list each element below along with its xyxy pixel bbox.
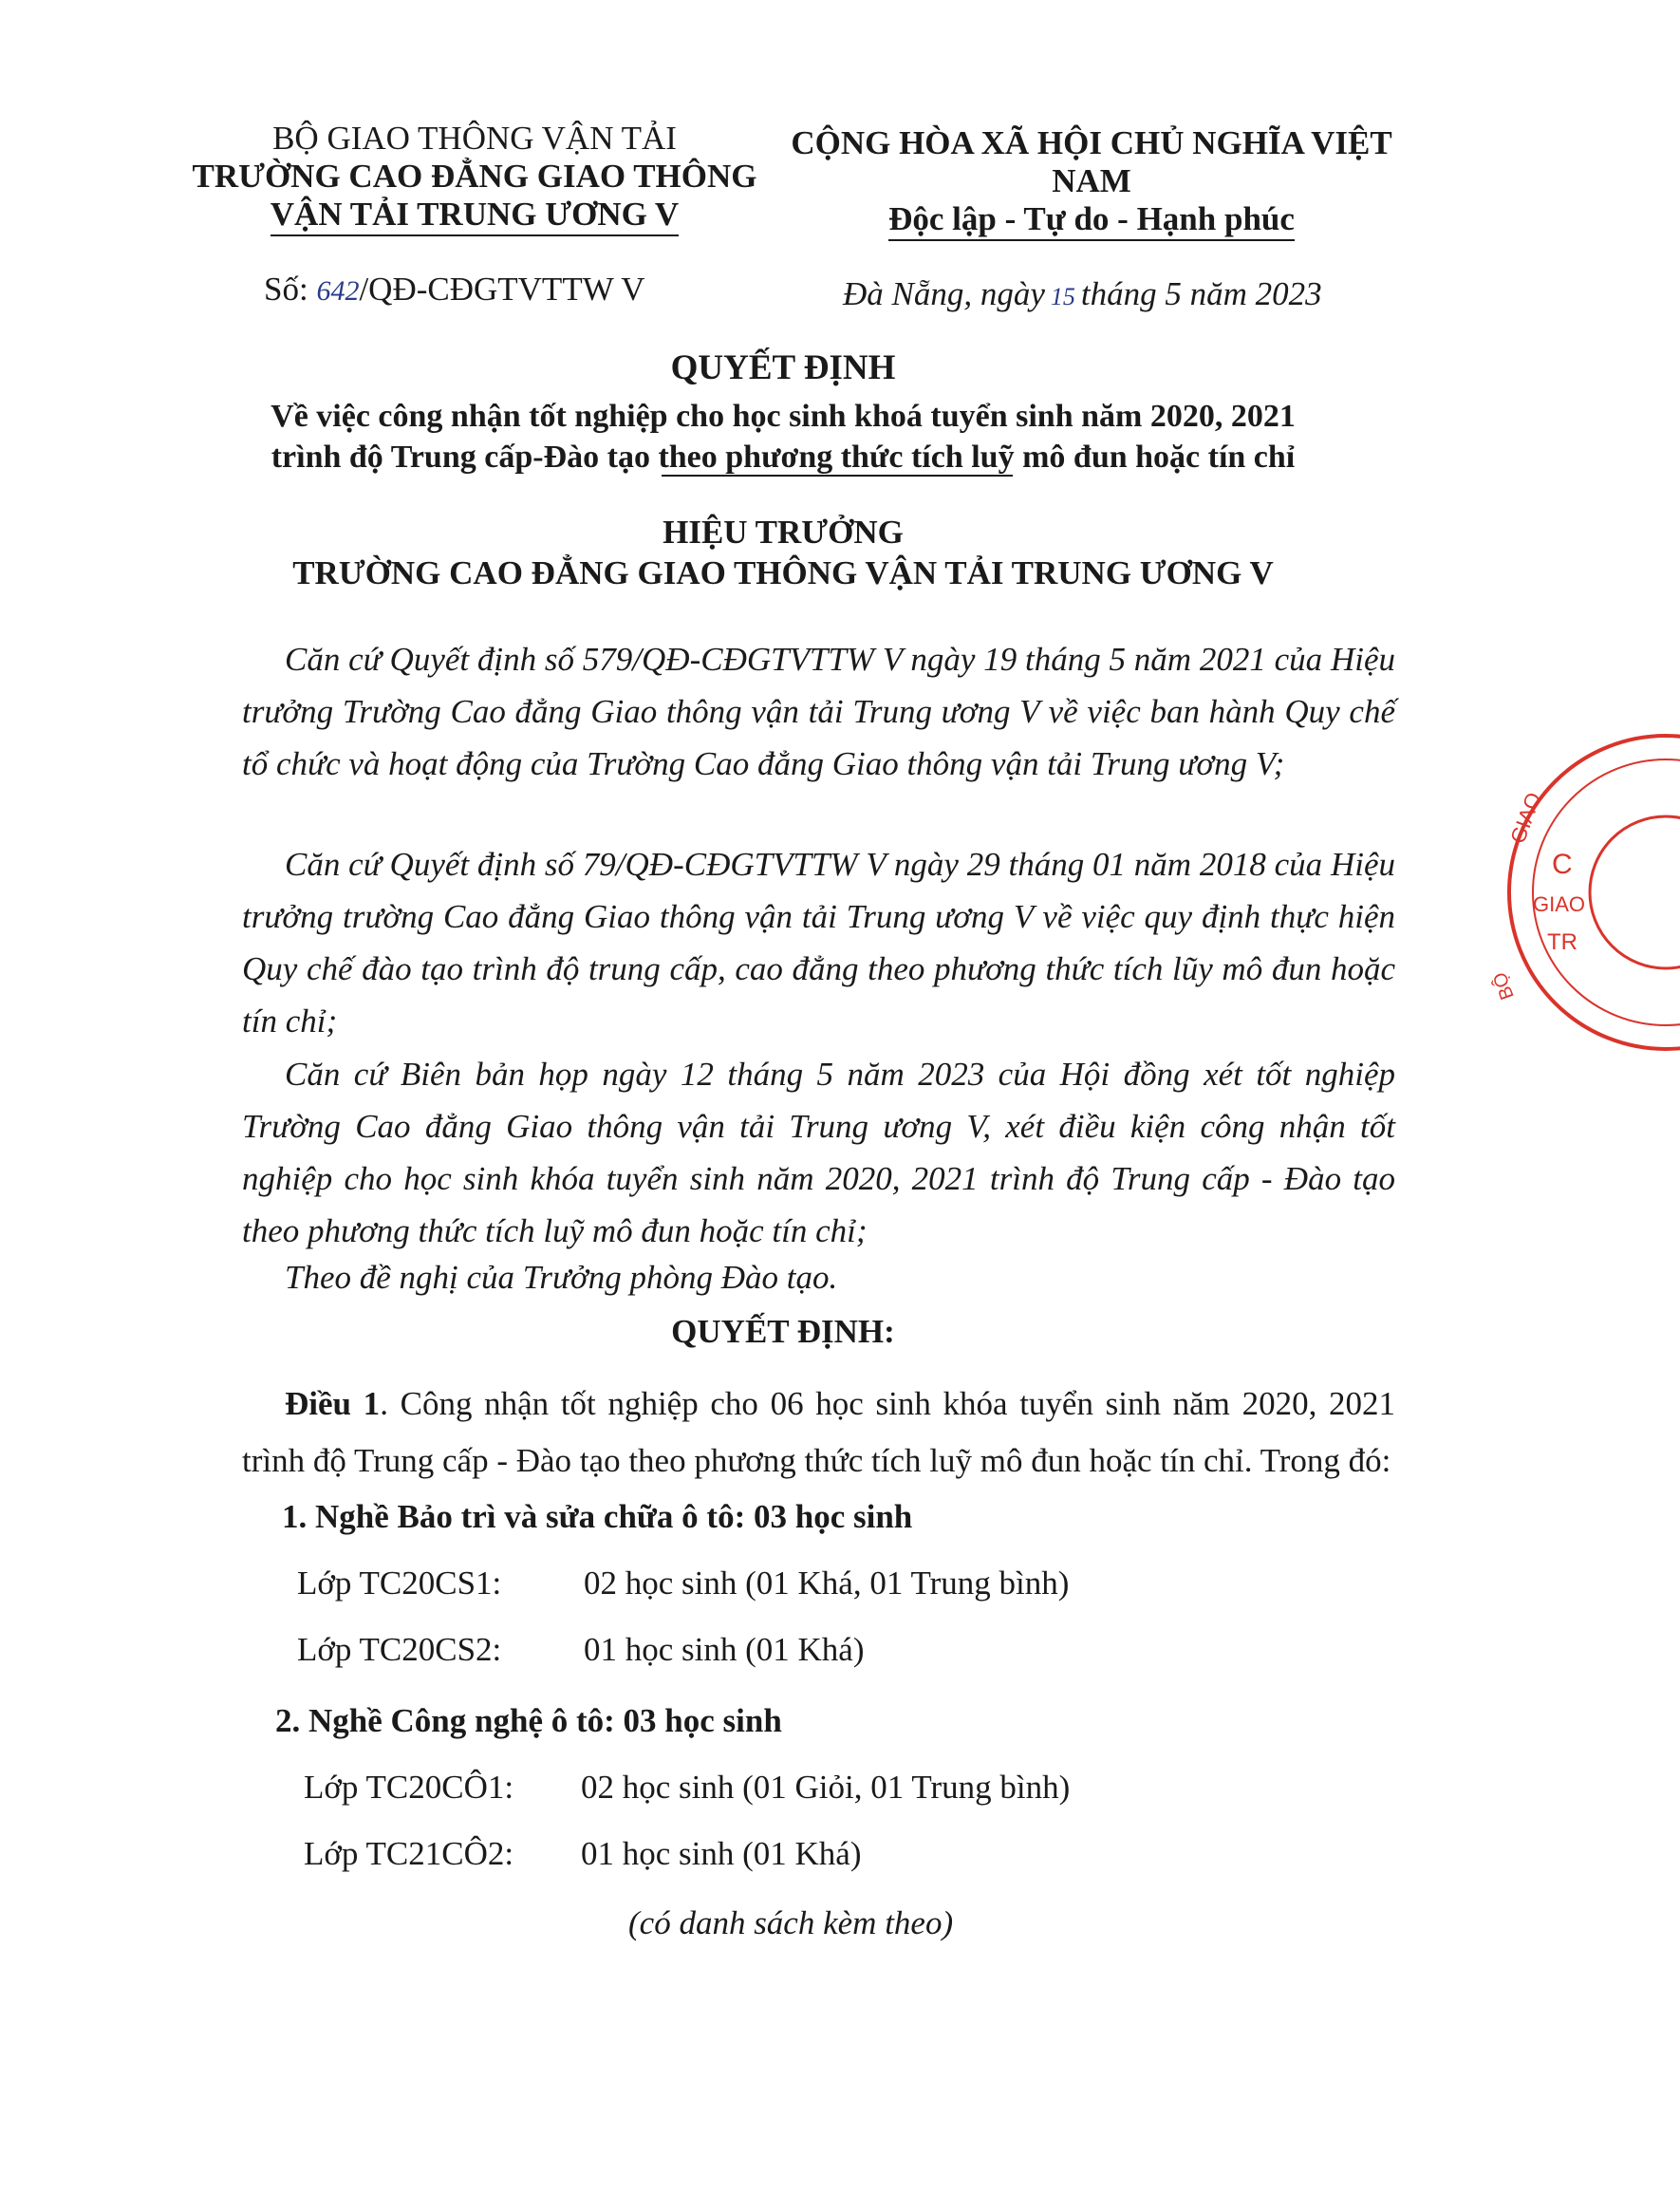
section-1-row-2-class: Lớp TC20CS2:: [297, 1631, 502, 1668]
section-2-row-1-value: 02 học sinh (01 Giỏi, 01 Trung bình): [581, 1769, 1071, 1806]
country-name: CỘNG HÒA XÃ HỘI CHỦ NGHĨA VIỆT NAM: [791, 124, 1392, 199]
basis-paragraph-4: Theo đề nghị của Trưởng phòng Đào tạo.: [285, 1259, 838, 1296]
section-2-row-2-class: Lớp TC21CÔ2:: [304, 1835, 514, 1872]
decision-heading: QUYẾT ĐỊNH:: [671, 1313, 895, 1350]
stamp-inner-2: GIAO: [1533, 892, 1586, 916]
official-stamp-icon: [1471, 731, 1680, 1054]
ministry-name: BỘ GIAO THÔNG VẬN TẢI: [272, 120, 677, 157]
attachment-note: (có danh sách kèm theo): [628, 1904, 954, 1941]
section-1-row-1-class: Lớp TC20CS1:: [297, 1565, 502, 1602]
section-1-heading: 1. Nghề Bảo trì và sửa chữa ô tô: 03 học sinh: [282, 1498, 913, 1535]
section-2-row-2-value: 01 học sinh (01 Khá): [581, 1835, 862, 1872]
basis-paragraph-1: Căn cứ Quyết định số 579/QĐ-CĐGTVTTW V ngày 19 tháng 5 năm 2021 của Hiệu trưởng Trường Cao đẳng Giao thông vận tải Trung ương V về việc ban hành Quy chế tổ chức và hoạt động của Trường Cao đẳng Giao thông vận tải Trung ương V;: [242, 641, 1395, 782]
article-1-label: Điều 1: [285, 1385, 381, 1422]
decision-date: Đà Nẵng, ngày 15 tháng 5 năm 2023: [843, 275, 1322, 312]
basis-paragraph-3: Căn cứ Biên bản họp ngày 12 tháng 5 năm 2023 của Hội đồng xét tốt nghiệp Trường Cao đẳng Giao thông vận tải Trung ương V, xét điều kiện công nhận tốt nghiệp cho học sinh khóa tuyển sinh năm 2020, 2021 trình độ Trung cấp - Đào tạo theo phương thức tích luỹ mô đun hoặc tín chỉ;: [242, 1056, 1395, 1249]
handwritten-day: 15: [1050, 283, 1075, 310]
section-2-heading: 2. Nghề Công nghệ ô tô: 03 học sinh: [275, 1702, 782, 1739]
header-left: [180, 120, 769, 234]
handwritten-number: 642: [316, 275, 360, 307]
authority-school: TRƯỜNG CAO ĐẲNG GIAO THÔNG VẬN TẢI TRUNG ƯƠNG V: [292, 554, 1274, 591]
section-2-row-1-class: Lớp TC20CÔ1:: [304, 1769, 514, 1806]
header-right: [759, 124, 1424, 238]
title-underline: [662, 475, 1013, 477]
article-1: [242, 1376, 1395, 1490]
school-name-line2: VẬN TẢI TRUNG ƯƠNG V: [180, 196, 769, 234]
article-1-text: . Công nhận tốt nghiệp cho 06 học sinh khóa tuyển sinh năm 2020, 2021 trình độ Trung cấp - Đào tạo theo phương thức tích luỹ mô đun hoặc tín chỉ. Trong đó:: [242, 1385, 1396, 1479]
stamp-inner-3: TR: [1547, 929, 1577, 955]
basis-paragraph-2: Căn cứ Quyết định số 79/QĐ-CĐGTVTTW V ngày 29 tháng 01 năm 2018 của Hiệu trưởng trường Cao đẳng Giao thông vận tải Trung ương V về việc quy định thực hiện Quy chế đào tạo trình độ trung cấp, cao đẳng theo phương thức tích lũy mô đun hoặc tín chỉ;: [242, 846, 1395, 1040]
stamp-inner-1: C: [1552, 849, 1573, 880]
school-name-line1: TRƯỜNG CAO ĐẲNG GIAO THÔNG: [192, 158, 757, 195]
section-1-row-2-value: 01 học sinh (01 Khá): [584, 1631, 865, 1668]
decision-number: Số: 642/QĐ-CĐGTVTTW V: [264, 271, 645, 308]
decision-title: QUYẾT ĐỊNH: [670, 348, 896, 387]
motto: Độc lập - Tự do - Hạnh phúc: [759, 200, 1424, 238]
stamp-ring-text: GIAO: [1505, 789, 1546, 847]
title-subject-1: Về việc công nhận tốt nghiệp cho học sinh khoá tuyển sinh năm 2020, 2021: [271, 399, 1296, 434]
stamp-side-text: BỘ: [1489, 969, 1519, 1002]
title-subject-2: trình độ Trung cấp-Đào tạo theo phương thức tích luỹ mô đun hoặc tín chỉ: [271, 440, 1296, 475]
section-1-row-1-value: 02 học sinh (01 Khá, 01 Trung bình): [584, 1565, 1070, 1602]
authority-title: HIỆU TRƯỞNG: [663, 514, 904, 551]
